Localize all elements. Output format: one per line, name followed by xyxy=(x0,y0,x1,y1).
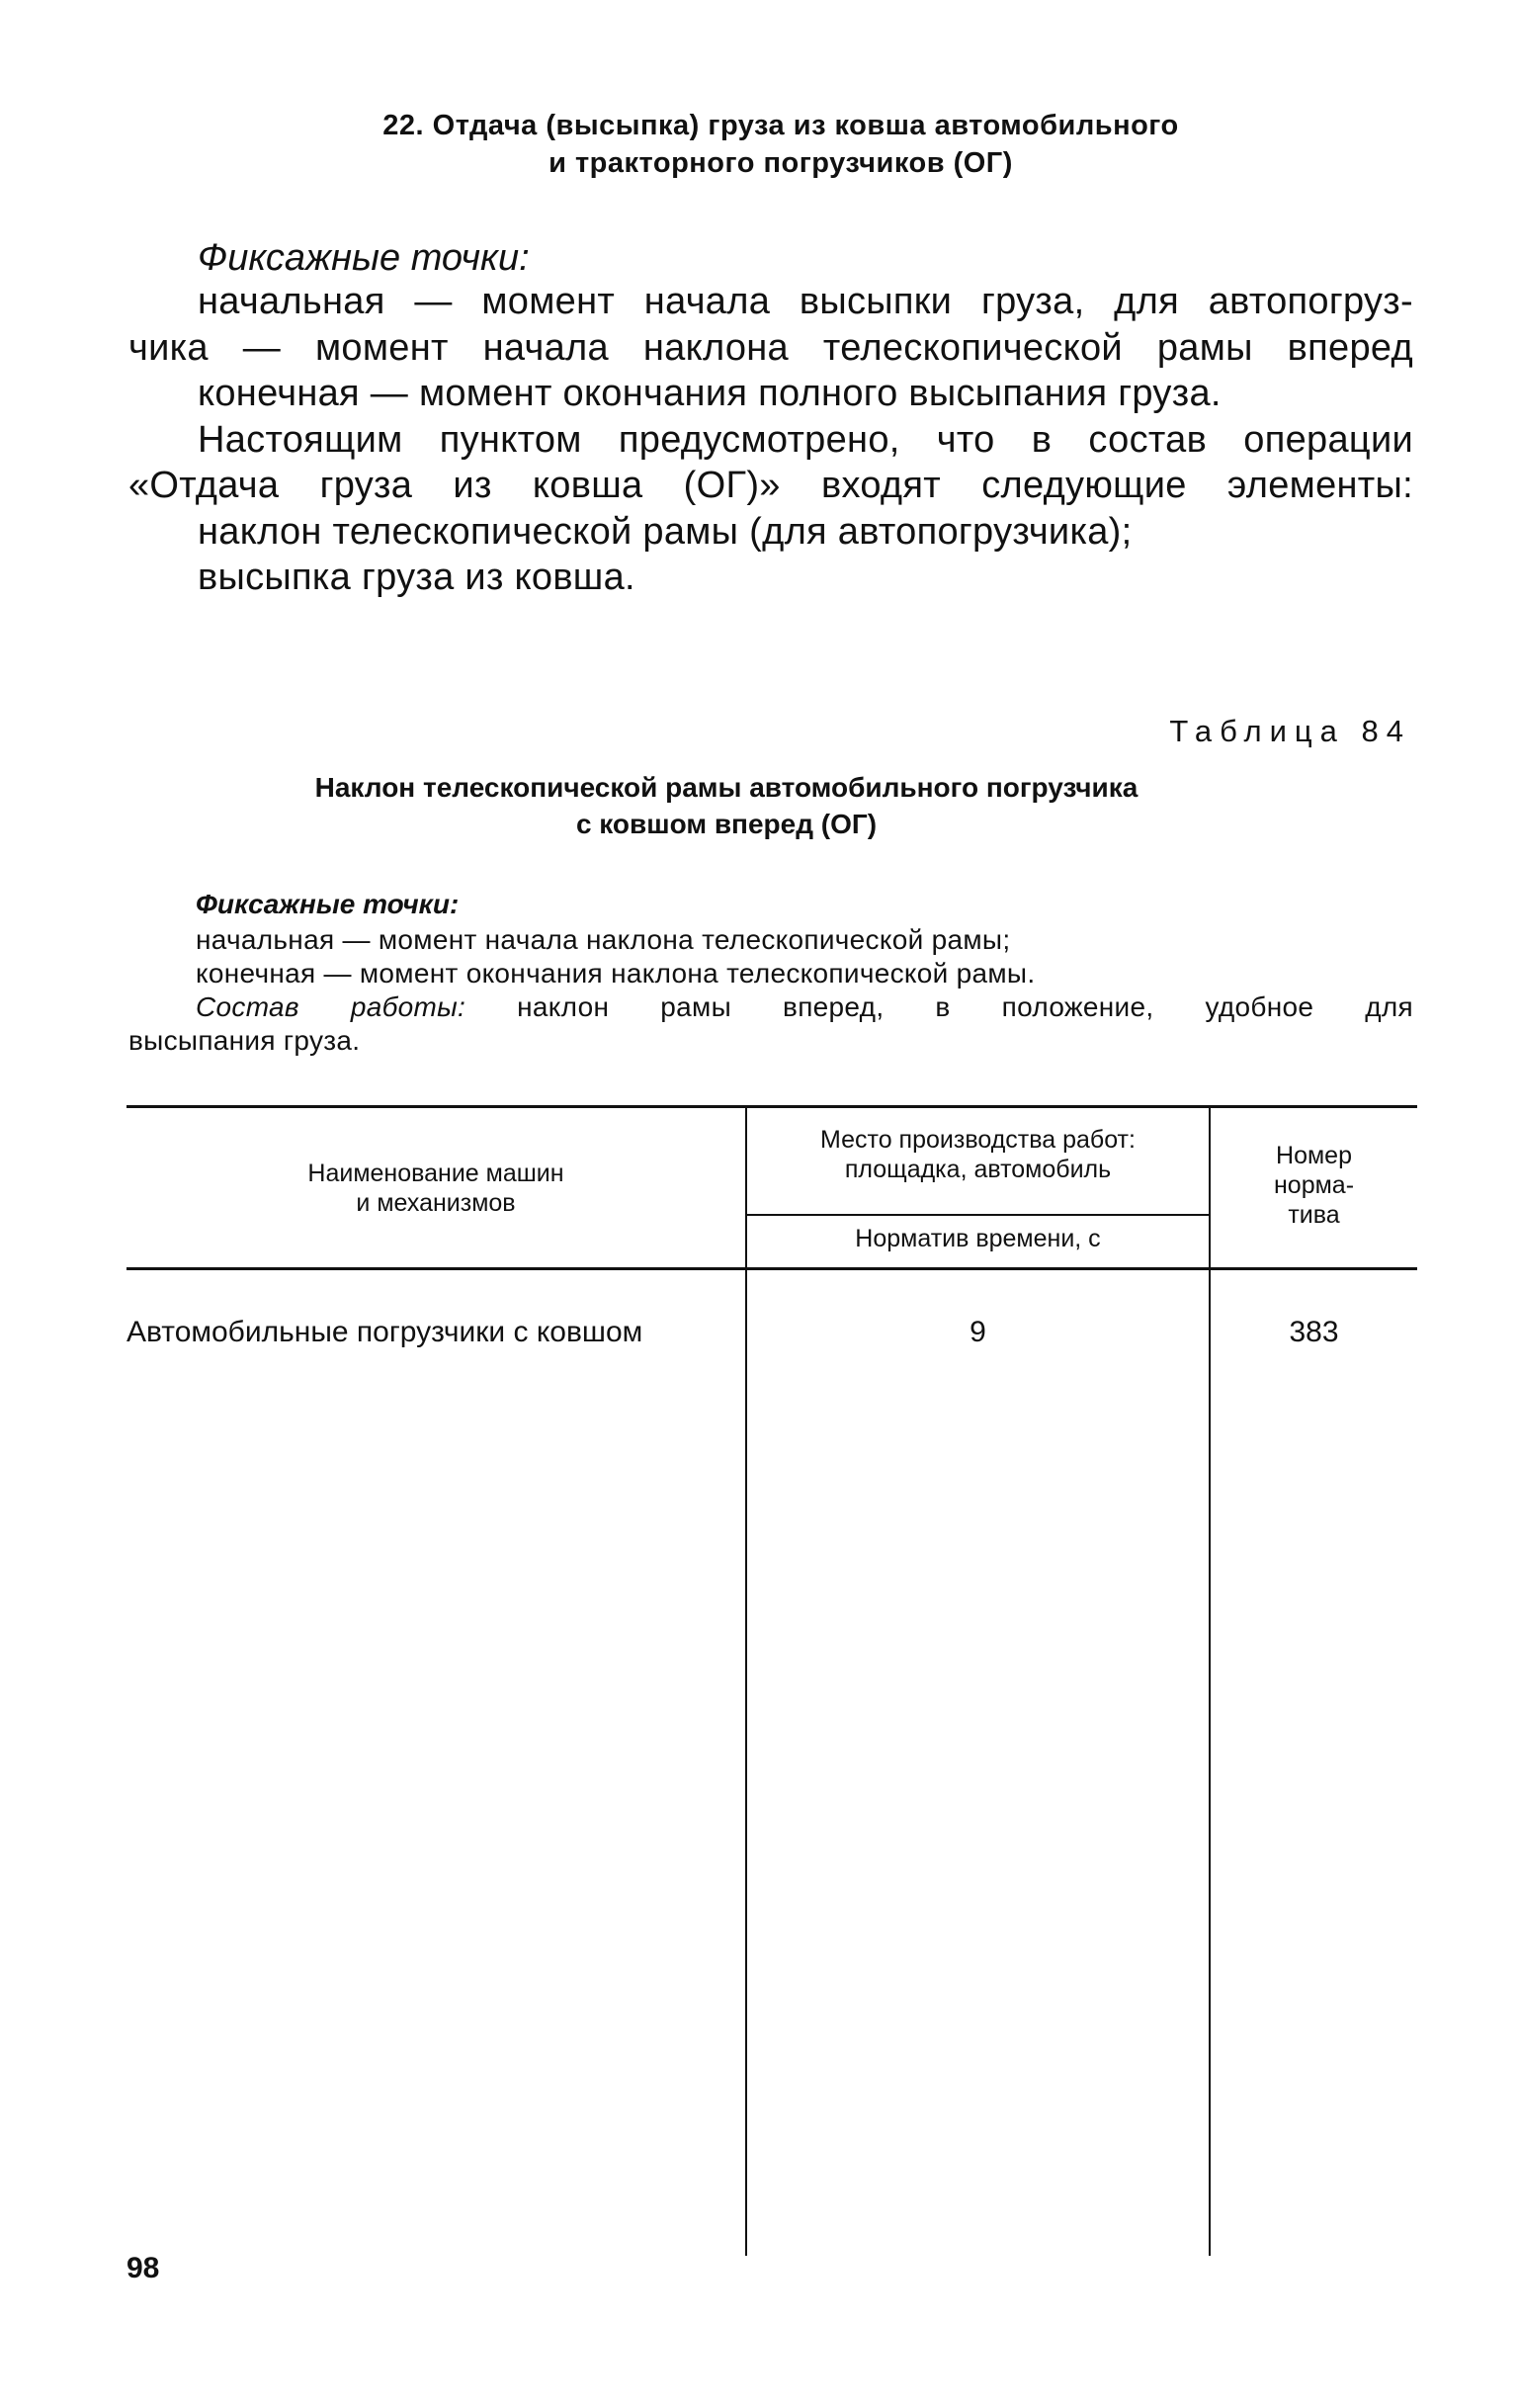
fix-end-line: конечная — момент окончания наклона телескопической рамы. xyxy=(196,958,1036,989)
table-col-divider-2 xyxy=(1209,1107,1211,2256)
table-number: Таблица 84 xyxy=(1169,714,1411,748)
table-title-line1: Наклон телескопической рамы автомобильного погрузчика xyxy=(314,772,1138,803)
col-header-norm-number-line1: Номер xyxy=(1276,1142,1352,1169)
paragraph-line: начальная — момент начала высыпки груза, для автопогруз- xyxy=(198,281,1413,322)
section-title-line1: 22. Отдача (высыпка) груза из ковша автомобильного xyxy=(382,110,1179,141)
table-cell-machine-name: Автомобильные погрузчики с ковшом xyxy=(126,1316,643,1348)
col-header-machines xyxy=(126,1159,745,1218)
paragraph-line: Настоящим пунктом предусмотрено, что в состав операции xyxy=(198,418,1413,461)
table-title-line2: с ковшом вперед (ОГ) xyxy=(575,809,878,839)
fix-start-line: начальная — момент начала наклона телескопической рамы; xyxy=(196,924,1011,955)
col-header-workplace-line2: площадка, автомобиль xyxy=(844,1156,1112,1183)
col-subheader-time-norm-text: Норматив времени, с xyxy=(855,1225,1101,1252)
col-subheader-time-norm xyxy=(747,1224,1209,1253)
paragraph-line: наклон телескопической рамы (для автопогрузчика); xyxy=(198,510,1133,553)
work-composition-text: наклон рамы вперед, в положение, удобное для xyxy=(517,991,1413,1022)
table-top-rule xyxy=(126,1105,1417,1108)
table-title xyxy=(158,769,1295,842)
fix-points-label: Фиксажные точки: xyxy=(198,237,530,279)
col-header-workplace-line1: Место производства работ: xyxy=(820,1126,1136,1154)
table-cell-time-norm: 9 xyxy=(970,1316,986,1348)
table-description xyxy=(128,923,1413,1058)
col-header-norm-number-line3: тива xyxy=(1288,1201,1340,1229)
col-header-workplace xyxy=(747,1125,1209,1184)
work-composition-label: Состав работы: xyxy=(196,991,466,1022)
table-col-divider-1 xyxy=(745,1107,747,2256)
work-composition-line xyxy=(128,990,1413,1024)
table-header-bottom-rule xyxy=(126,1267,1417,1270)
section-title-line2: и тракторного погрузчиков (ОГ) xyxy=(548,147,1013,179)
paragraph-line: «Отдача груза из ковша (ОГ)» входят следующие элементы: xyxy=(128,465,1413,506)
paragraph-line: высыпка груза из ковша. xyxy=(198,557,635,598)
section-body xyxy=(128,279,1413,601)
table-fix-points-label: Фиксажные точки: xyxy=(196,889,460,919)
col-header-norm-number xyxy=(1211,1141,1417,1230)
section-title xyxy=(178,107,1384,182)
col-header-norm-number-line2: норма- xyxy=(1273,1171,1355,1199)
table-subheader-rule xyxy=(745,1214,1210,1216)
paragraph-line: конечная — момент окончания полного высыпания груза. xyxy=(198,373,1222,414)
paragraph-line: чика — момент начала наклона телескопической рамы вперед xyxy=(128,326,1413,369)
table-cell-norm-number: 383 xyxy=(1289,1316,1339,1348)
col-header-machines-line1: Наименование машин xyxy=(307,1160,564,1187)
work-composition-continuation: высыпания груза. xyxy=(128,1025,361,1056)
page-number: 98 xyxy=(126,2252,160,2284)
col-header-machines-line2: и механизмов xyxy=(356,1189,516,1217)
